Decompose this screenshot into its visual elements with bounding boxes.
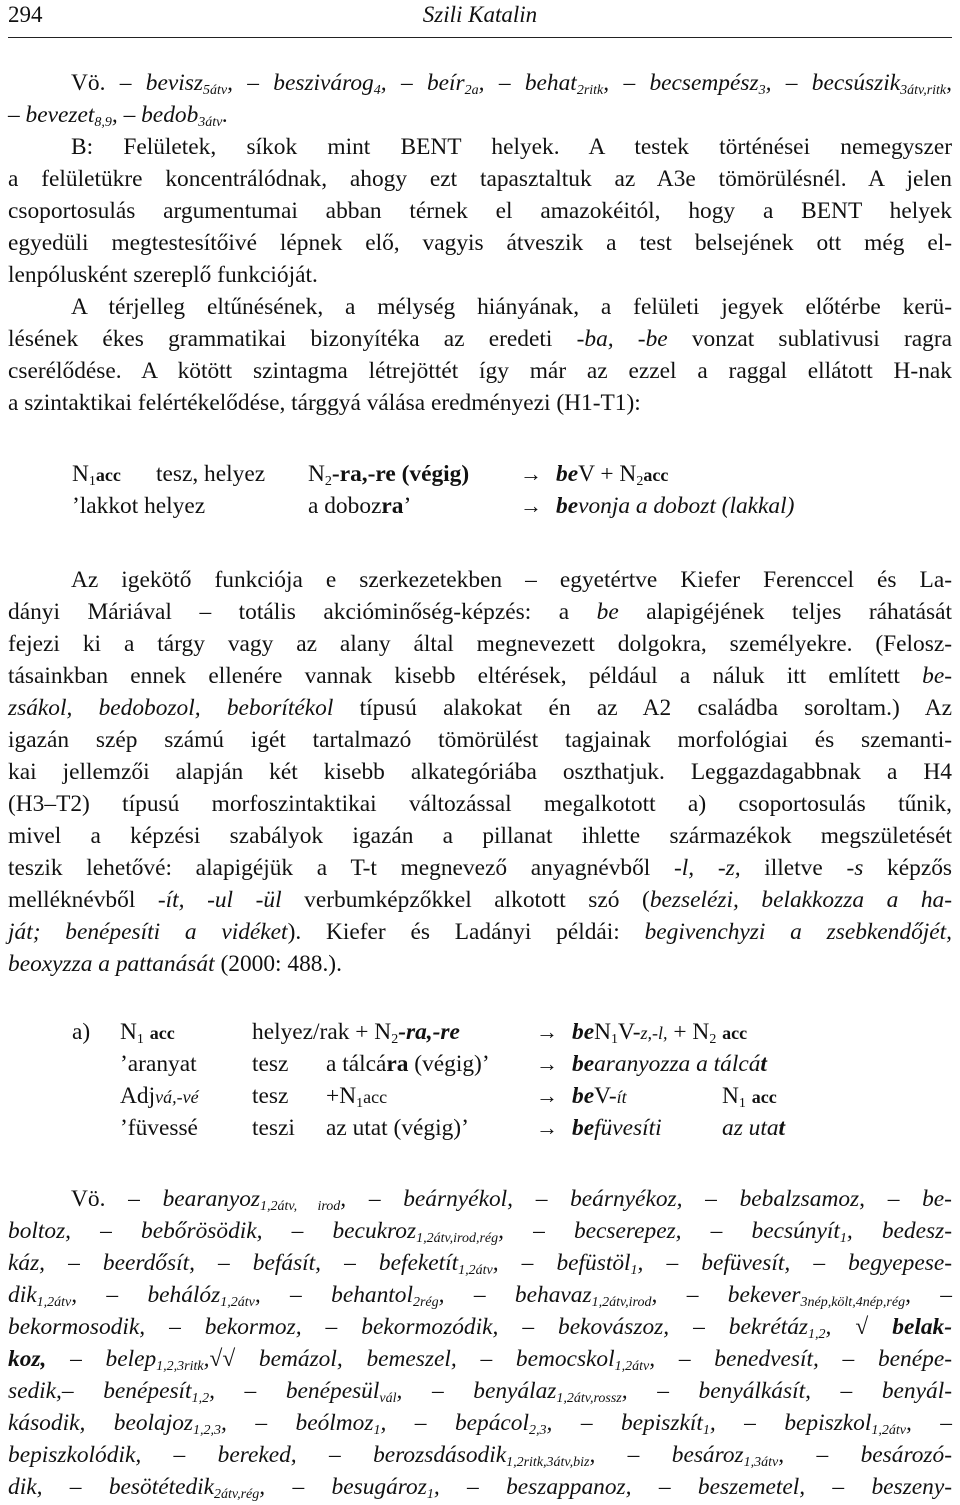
text-line: a felületükre koncentrálódnak, ahogy ezt tapasztaltuk az A3e tömörülésnél. A jelen xyxy=(8,166,952,192)
header-rule xyxy=(8,37,952,38)
formula2-row-2 xyxy=(72,1048,932,1080)
formula-cell: $+N_1acc$ xyxy=(326,1083,388,1111)
arrow-icon: → xyxy=(520,461,542,486)
formula-cell: tesz xyxy=(252,1083,289,1109)
text-line: bepiszkolódik, – bereked, – berozsdásodik$_{1,2ritk,3átv,biz}$, – besároz$_{1,3átv}$, – besározó- xyxy=(8,1442,952,1470)
formula-cell: $N_1acc$ xyxy=(72,461,121,489)
text-line: Vö. – bevisz$_{5átv}$, – beszivárog$_4$, – beír$_{2a}$, – behat$_{2ritk}$, – becsempész$_3$, – becsúszik$_{3átv,ritk}$, xyxy=(71,70,952,98)
text-line: – bevezet$_{8,9}$, – bedob$_{3átv}$. xyxy=(8,102,229,130)
arrow-icon: → xyxy=(536,1019,558,1044)
formula-cell: ’füvessé xyxy=(120,1115,198,1141)
text-line: egyedüli megtestesítőivé lépnek elő, vagyis átveszik a test belsejének ott még el- xyxy=(8,230,952,256)
formula-cell: beV + $N_2acc$ xyxy=(556,461,669,489)
text-line: zsákol, bedobozol, beborítékol típusú alakokat én az A2 családba soroltam.) Az xyxy=(8,695,952,721)
running-author: Szili Katalin xyxy=(422,2,538,27)
text-line: (H3–T2) típusú morfoszintaktikai változással megalkotott a) csoportosulás tűnik, xyxy=(8,791,952,817)
formula-cell: beN$_1$V-z,-l, + $N_2$ acc xyxy=(572,1019,748,1047)
text-line: igazán szép számú igét tartalmazó tömörülést tagjainak morfológiai és szemanti- xyxy=(8,727,952,753)
formula-cell: a tálcára (végig)’ xyxy=(326,1051,490,1077)
text-line: Az igekötő funkciója e szerkezetekben – egyetértve Kiefer Ferenccel és La- xyxy=(71,567,952,593)
arrow-icon: → xyxy=(520,493,542,518)
formula-cell: tesz, helyez xyxy=(156,461,266,487)
formula-cell: befüvesíti xyxy=(572,1115,662,1141)
text-line: a szintaktikai felértékelődése, tárggyá válása eredményezi (H1-T1): xyxy=(8,390,641,416)
formula-cell: $N_2-ra,-re$ (végig) xyxy=(308,461,470,489)
arrow-icon: → xyxy=(536,1115,558,1140)
text-line: beoxyzza a pattanását (2000: 488.). xyxy=(8,951,342,977)
formula2-row-4 xyxy=(72,1112,932,1144)
text-line: káz, – beerdősít, – befásít, – befeketít$_{1,2átv}$, – befüstöl$_1$, – befüvesít, – begyepese- xyxy=(8,1250,952,1278)
text-line: koz, – belep$_{1,2,3ritk}$,√√ bemázol, bemeszel, – bemocskol$_{1,2átv}$, – benedvesít, – benépe- xyxy=(8,1346,952,1374)
formula-cell: bearanyozza a tálcát xyxy=(572,1051,767,1077)
paragraph-main xyxy=(8,564,952,980)
formula-cell: ’lakkot helyez xyxy=(72,493,206,519)
text-line: B: Felületek, síkok mint BENT helyek. A testek történései nemegyszer xyxy=(71,134,952,160)
formula-row-1 xyxy=(72,458,932,490)
formula-cell: az utat xyxy=(722,1115,786,1141)
text-line: bekormosodik, – bekormoz, – bekormozódik, – bekovászoz, – bekrétáz$_{1,2}$, √ belak- xyxy=(8,1314,953,1342)
text-line: lenpólusként szereplő funkcióját. xyxy=(8,262,318,288)
formula-cell: helyez/rak + $N_2-ra,-re$ xyxy=(252,1019,460,1047)
text-line: tásainkban ennek ellenére vannak kisebb eltérések, például a náluk itt említett be- xyxy=(8,663,952,689)
page-number: 294 xyxy=(8,2,43,27)
formula-cell: ’aranyat xyxy=(120,1051,197,1077)
page-header xyxy=(0,0,960,38)
formula-cell: az utat (végig)’ xyxy=(326,1115,469,1141)
text-line: melléknévből -ít, -ul -ül verbumképzőkkel alkotott szó (bezselézi, belakkozza a ha- xyxy=(8,887,952,913)
text-line: kai jellemzői alapján két kisebb alkategóriába oszthatjuk. Leggazdagabbnak a H4 xyxy=(8,759,952,785)
formula-cell: beV-ít xyxy=(572,1083,627,1109)
arrow-icon: → xyxy=(536,1051,558,1076)
text-line: csoportosulás argumentumai abban térnek el amazokéitól, hogy a BENT helyek xyxy=(8,198,952,224)
formula2-row-3 xyxy=(72,1080,932,1112)
formula2-row-1 xyxy=(72,1016,932,1048)
text-line: lésének ékes grammatikai bizonyítéka az eredeti -ba, -be vonzat sublativusi ragra xyxy=(8,326,952,352)
text-line: fejezi ki a tárgy vagy az alany által megnevezett dolgokra, személyekre. (Felosz- xyxy=(8,631,952,657)
text-line: teszik lehetővé: alapigéjük a T-t megnevező anyagnévből -l, -z, illetve -s képzős xyxy=(8,855,952,881)
formula-cell: teszi xyxy=(252,1115,295,1141)
formula-label: a) xyxy=(72,1019,91,1045)
paragraph-b xyxy=(8,131,952,419)
text-line: cserélődése. A kötött szintagma létrejöttét így már az ezzel a raggal ellátott H-nak xyxy=(8,358,952,384)
formula-cell: tesz xyxy=(252,1051,289,1077)
text-line: mivel a képzési szabályok igazán a pillanat ihlette származékok megszületését xyxy=(8,823,952,849)
text-line: sedik,– benépesít$_{1,2}$, – benépesül$_{vál}$, – benyálaz$_{1,2átv,rossz}$, – benyálkásít, – benyál- xyxy=(8,1378,952,1406)
text-line: ját; benépesíti a vidéket). Kiefer és Ladányi példái: begivenchyzi a zsebkendőjét, xyxy=(8,919,952,945)
formula-cell: $N_1$ acc xyxy=(722,1083,777,1111)
formula-cell: a dobozra’ xyxy=(308,493,412,519)
text-line: Vö. – bearanyoz$_{1,2átv, irod}$, – beárnyékol, – beárnyékoz, – bebalzsamoz, – be- xyxy=(71,1186,952,1214)
paragraph-vo-2 xyxy=(8,1183,952,1503)
arrow-icon: → xyxy=(536,1083,558,1108)
paragraph-vo-1 xyxy=(8,67,952,131)
formula-cell: Adjvá,-vé xyxy=(120,1083,199,1109)
text-line: A térjelleg eltűnésének, a mélység hiányának, a felületi jegyek előtérbe kerü- xyxy=(71,294,952,320)
text-line: boltoz, – bebőrösödik, – becukroz$_{1,2átv,irod,rég}$, – becserepez, – becsúnyít$_1$, bedesz- xyxy=(8,1218,952,1246)
formula-row-2 xyxy=(72,490,932,522)
text-line: dik$_{1,2átv}$, – behálóz$_{1,2átv}$, – behantol$_{2rég}$, – behavaz$_{1,2átv,irod}$, – bekever$_{3nép,költ,4nép,rég}$, – xyxy=(8,1282,952,1310)
text-line: dányi Máriával – totális akcióminőség-képzés: a be alapigéjének teljes ráhatását xyxy=(8,599,952,625)
formula-cell: bevonja a dobozt (lakkal) xyxy=(556,493,795,519)
formula-cell: $N_1$ acc xyxy=(120,1019,175,1047)
text-line: dik, – besötétedik$_{2átv,rég}$, – besugároz$_1$, – beszappanoz, – beszemetel, – beszeny- xyxy=(8,1474,953,1502)
text-line: kásodik, beolajoz$_{1,2,3}$, – beólmoz$_1$, – bepácol$_{2,3}$, – bepiszkít$_1$, – bepiszkol$_{1,2átv}$, – xyxy=(8,1410,952,1438)
